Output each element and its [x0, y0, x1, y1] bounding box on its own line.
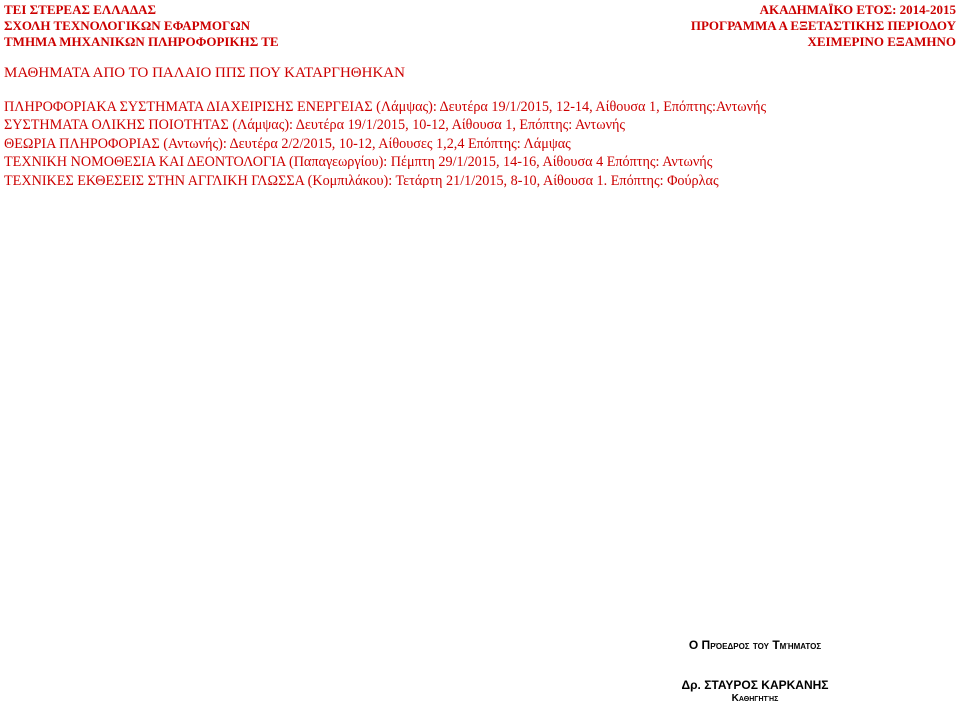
- institution-name: ΤΕΙ ΣΤΕΡΕΑΣ ΕΛΛΑΔΑΣ: [4, 2, 156, 17]
- course-item: ΘΕΩΡΙΑ ΠΛΗΡΟΦΟΡΙΑΣ (Αντωνής): Δευτέρα 2/2/2015, 10-12, Αίθουσες 1,2,4 Επόπτης: Λάμψας: [4, 135, 571, 152]
- department-name: ΤΜΗΜΑ ΜΗΧΑΝΙΚΩΝ ΠΛΗΡΟΦΟΡΙΚΗΣ ΤΕ: [4, 34, 279, 49]
- section-title: ΜΑΘΗΜΑΤΑ ΑΠΟ ΤΟ ΠΑΛΑΙΟ ΠΠΣ ΠΟΥ ΚΑΤΑΡΓΗΘΗΚΑΝ: [4, 65, 405, 81]
- institution-header: [4, 2, 279, 50]
- course-item: ΤΕΧΝΙΚΕΣ ΕΚΘΕΣΕΙΣ ΣΤΗΝ ΑΓΓΛΙΚΗ ΓΛΩΣΣΑ (Κομπιλάκου): Τετάρτη 21/1/2015, 8-10, Αίθουσα 1. Επόπτης: Φούρλας: [4, 172, 719, 189]
- course-item: ΣΥΣΤΗΜΑΤΑ ΟΛΙΚΗΣ ΠΟΙΟΤΗΤΑΣ (Λάμψας): Δευτέρα 19/1/2015, 10-12, Αίθουσα 1, Επόπτης: Αντωνής: [4, 117, 626, 134]
- academic-year: ΑΚΑΔΗΜΑΪΚΟ ΕΤΟΣ: 2014-2015: [759, 2, 956, 17]
- course-item: ΤΕΧΝΙΚΗ ΝΟΜΟΘΕΣΙΑ ΚΑΙ ΔΕΟΝΤΟΛΟΓΙΑ (Παπαγεωργίου): Πέμπτη 29/1/2015, 14-16, Αίθουσα 4 Επόπτης: Αντωνής: [4, 154, 713, 171]
- exam-schedule-title: ΠΡΟΓΡΑΜΜΑ Α ΕΞΕΤΑΣΤΙΚΗΣ ΠΕΡΙΟΔΟΥ: [690, 18, 956, 33]
- signatory-name: Δρ. ΣΤΑΥΡΟΣ ΚΑΡΚΑΝΗΣ: [681, 678, 829, 692]
- school-name: ΣΧΟΛΗ ΤΕΧΝΟΛΟΓΙΚΩΝ ΕΦΑΡΜΟΓΩΝ: [4, 18, 251, 33]
- signature-title: Ο Πρόεδρος του Τμήματος: [688, 638, 822, 652]
- course-item: ΠΛΗΡΟΦΟΡΙΑΚΑ ΣΥΣΤΗΜΑΤΑ ΔΙΑΧΕΙΡΙΣΗΣ ΕΝΕΡΓΕΙΑΣ (Λάμψας): Δευτέρα 19/1/2015, 12-14, Αίθουσα 1, Επόπτης:Αντωνής: [4, 99, 767, 115]
- exam-period-header: [691, 2, 956, 50]
- course-list: [4, 98, 766, 190]
- signatory-role: Καθηγητής: [731, 693, 779, 704]
- semester-label: ΧΕΙΜΕΡΙΝΟ ΕΞΑΜΗΝΟ: [807, 34, 956, 49]
